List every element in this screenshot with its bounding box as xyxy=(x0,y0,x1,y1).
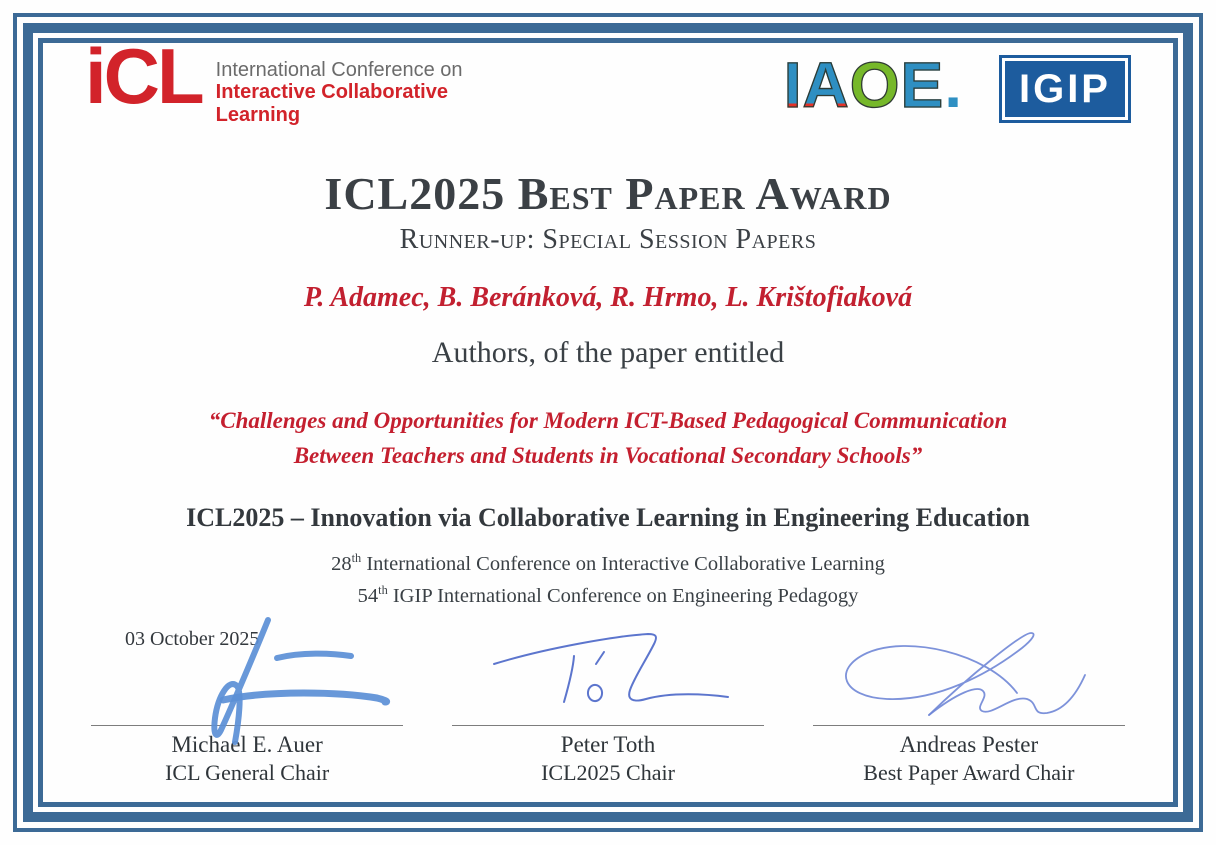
signatory-role: Best Paper Award Chair xyxy=(863,760,1075,785)
icl-logo-line3: Learning xyxy=(215,103,301,126)
superscript-th: th xyxy=(351,551,362,566)
signature-block-toth xyxy=(446,725,770,786)
signature-line xyxy=(91,725,403,726)
conference-lines xyxy=(85,549,1131,613)
award-subtitle: Runner-up: Special Session Papers xyxy=(399,224,817,255)
conference-line2: 54th IGIP International Conference on Engineering Pedagogy xyxy=(357,582,859,607)
signatory-name: Michael E. Auer xyxy=(171,732,323,757)
superscript-th: th xyxy=(378,582,388,597)
conference-line1: 28th International Conference on Interactive Collaborative Learning xyxy=(331,551,885,575)
icl-logo-text xyxy=(216,59,463,126)
icl-logo xyxy=(85,32,463,126)
conference-title: ICL2025 – Innovation via Collaborative Learning in Engineering Education xyxy=(186,503,1030,532)
signatory-role: ICL2025 Chair xyxy=(541,760,675,785)
igip-logo xyxy=(999,55,1131,123)
iaoe-letter-o: O xyxy=(849,49,901,121)
iaoe-dot: . xyxy=(944,49,963,121)
signatory-name: Andreas Pester xyxy=(899,732,1039,757)
igip-logo-text: IGIP xyxy=(1005,61,1125,117)
signature-block-pester xyxy=(807,725,1131,786)
toth-signature-icon xyxy=(476,626,776,726)
signature-row xyxy=(85,725,1131,786)
signature-line xyxy=(452,725,764,726)
iaoe-letter-i: I xyxy=(783,49,803,121)
paper-title xyxy=(85,404,1131,473)
issue-date: 03 October 2025 xyxy=(125,628,260,650)
authors-caption: Authors, of the paper entitled xyxy=(431,336,785,369)
signatory-role: ICL General Chair xyxy=(165,760,330,785)
signature-line xyxy=(813,725,1125,726)
award-title: ICL2025 Best Paper Award xyxy=(324,168,892,219)
pester-signature-icon xyxy=(817,623,1157,728)
iaoe-letter-a: A xyxy=(802,49,850,121)
iaoe-logo xyxy=(783,49,963,121)
right-logos xyxy=(783,49,1131,123)
author-names: P. Adamec, B. Beránková, R. Hrmo, L. Krištofiaková xyxy=(303,282,913,313)
icl-logo-mark: iCL xyxy=(85,32,202,120)
paper-title-line2: Between Teachers and Students in Vocational Secondary Schools” xyxy=(293,442,923,468)
paper-title-line1: “Challenges and Opportunities for Modern ICT-Based Pedagogical Communication xyxy=(208,408,1008,433)
iaoe-letter-e: E xyxy=(900,49,945,121)
signature-block-auer xyxy=(85,725,409,786)
certificate-body xyxy=(45,32,1171,800)
header-logos xyxy=(85,32,1131,151)
icl-logo-line1: International Conference on xyxy=(215,59,463,81)
icl-logo-line2: Interactive Collaborative xyxy=(215,81,448,104)
signatory-name: Peter Toth xyxy=(560,732,656,757)
